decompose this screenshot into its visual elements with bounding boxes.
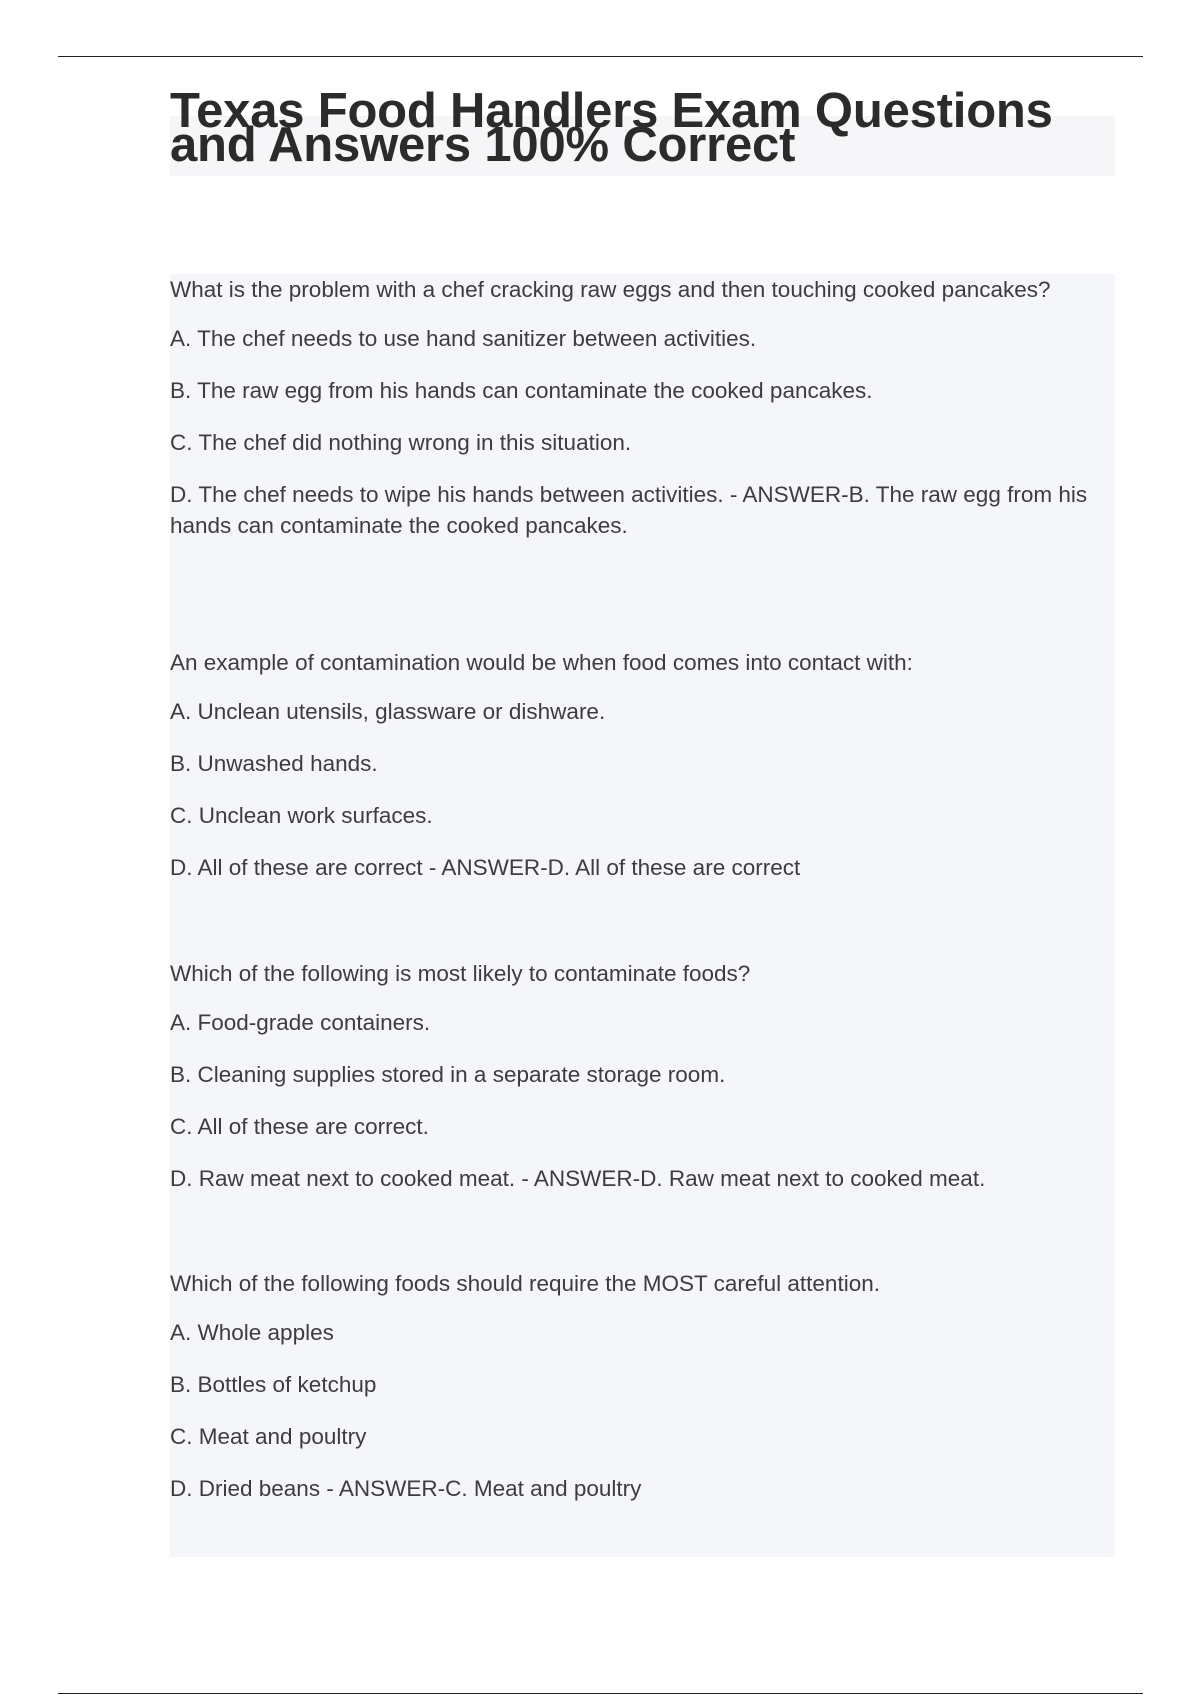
question-text: What is the problem with a chef cracking raw eggs and then touching cooked pancakes?	[170, 277, 1051, 302]
answer-option-b: B. The raw egg from his hands can contaminate the cooked pancakes.	[170, 378, 873, 403]
question-block-1	[170, 274, 1090, 562]
answer-option-c: C. All of these are correct.	[170, 1114, 429, 1139]
answer-option-b: B. Cleaning supplies stored in a separate storage room.	[170, 1062, 726, 1087]
answer-option-c: C. Unclean work surfaces.	[170, 803, 433, 828]
answer-option-d: D. Raw meat next to cooked meat. - ANSWER-D. Raw meat next to cooked meat.	[170, 1166, 986, 1191]
answer-option-d: D. Dried beans - ANSWER-C. Meat and poultry	[170, 1476, 642, 1501]
question-text: Which of the following is most likely to contaminate foods?	[170, 961, 751, 986]
answer-option-c: C. The chef did nothing wrong in this situation.	[170, 430, 632, 455]
answer-option-b: B. Unwashed hands.	[170, 751, 378, 776]
question-text: An example of contamination would be when food comes into contact with:	[170, 650, 913, 675]
answer-option-d: D. All of these are correct - ANSWER-D. All of these are correct	[170, 855, 801, 880]
bottom-rule	[58, 1693, 1143, 1694]
document-title: Texas Food Handlers Exam Questions and Answers 100% Correct	[170, 84, 1053, 172]
answer-option-a: A. Food-grade containers.	[170, 1010, 431, 1035]
answer-option-a: A. The chef needs to use hand sanitizer between activities.	[170, 326, 757, 351]
question-block-3	[170, 958, 1090, 1215]
answer-option-b: B. Bottles of ketchup	[170, 1372, 377, 1397]
answer-option-a: A. Whole apples	[170, 1320, 334, 1345]
question-text: Which of the following foods should require the MOST careful attention.	[170, 1271, 880, 1296]
answer-option-d: D. The chef needs to wipe his hands between activities. - ANSWER-B. The raw egg from his hands can contaminate the cooked pancakes.	[170, 482, 1088, 538]
question-block-4	[170, 1268, 1090, 1525]
answer-option-c: C. Meat and poultry	[170, 1424, 367, 1449]
answer-option-a: A. Unclean utensils, glassware or dishware.	[170, 699, 606, 724]
qa-content	[170, 274, 1115, 1557]
top-rule	[58, 56, 1143, 57]
question-block-2	[170, 647, 1090, 904]
